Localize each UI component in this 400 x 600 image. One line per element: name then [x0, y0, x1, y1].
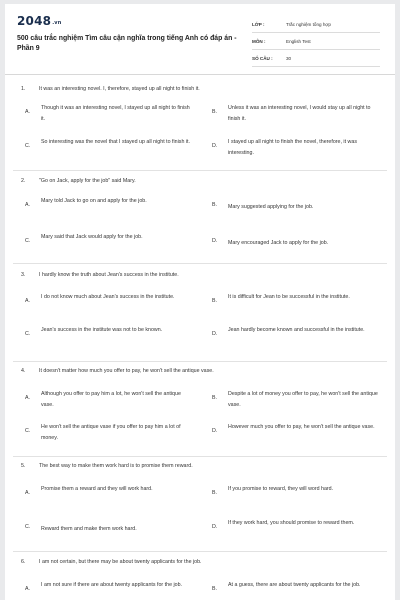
- document-header: [5, 4, 395, 74]
- question-divider: [13, 361, 387, 362]
- question-text: 3. I hardly know the truth about Jean's success in the institute.: [21, 272, 179, 278]
- meta-label: MÔN :: [252, 38, 266, 44]
- question-text: 1. It was an interesting novel. I, therefore, stayed up all night to finish it.: [21, 86, 200, 92]
- worksheet-page: 2048.vn 500 câu trắc nghiệm Tìm câu cận nghĩa trong tiếng Anh có đáp án - Phần 9 LỚP : Trắc nghiệm tổng hợp MÔN : English Test SỐ CÂU : 30 1. It was an interesting novel. I, therefore, stayed up all night to finish it. A. Though it was an interesting novel, I stayed up all night to finish it. B. Unless it was an interesting novel, I would stay up all night to finish it. C. So interesting was the novel that I stayed up all night to finish it. D. I stayed up all night to finish the novel, therefore, it was interesting. 2. "Go on Jack, apply for the job" said Mary. A. Mary told Jack to go on and apply for the job. B. Mary suggested applying for the job. C. Mary said that Jack would apply for the job. D. Mary encouraged Jack to apply for the job. 3. I hardly know the truth about Jean's success in the institute. A. I do not know much about Jean's success in the institute. B. It is difficult for Jean to be successful in the institute. C. Jean's success in the institute was not to be known. D. Jean hardly become known and successful in the institute. 4. It doesn't matter how much you offer to pay, he won't sell the antique vase. A. Although you offer to pay him a lot, he won't sell the antique vase. B. Despite a lot of money you offer to pay, he won't sell the antique vase. C. He won't sell the antique vase if you offer to pay him a lot of money. D. However much you offer to pay, he won't sell the antique vase. 5. The best way to make them work hard is to promise them reward. A. Promise them a reward and they will work hard. B. If you promise to reward, they will word hard. C. Reward them and make them work hard. D. If they work hard, you should promise to reward them. 6. I am not certain, but there may be about twenty applicants for the job. A. I am not sure if there are about twenty applicants for the job. B. At a guess, there are about twenty applicants for the job.: [5, 4, 395, 600]
- document-title: 500 câu trắc nghiệm Tìm câu cận nghĩa trong tiếng Anh có đáp án - Phần 9: [17, 35, 237, 52]
- meta-row-subject: [252, 33, 380, 50]
- question-text: 6. I am not certain, but there may be about twenty applicants for the job.: [21, 559, 202, 565]
- meta-value: English Test: [286, 38, 311, 44]
- meta-row-count: [252, 50, 380, 67]
- question-divider: [13, 456, 387, 457]
- meta-label: LỚP :: [252, 21, 265, 27]
- question-divider: [13, 551, 387, 552]
- meta-row-class: [252, 16, 380, 33]
- meta-label: SỐ CÂU :: [252, 55, 273, 61]
- question-divider: [13, 263, 387, 264]
- document-meta: [252, 16, 380, 67]
- question-text: 4. It doesn't matter how much you offer to pay, he won't sell the antique vase.: [21, 368, 214, 374]
- meta-value: Trắc nghiệm tổng hợp: [286, 21, 331, 27]
- header-divider: [5, 74, 395, 75]
- site-logo[interactable]: 2048.vn: [17, 14, 62, 28]
- meta-value: 30: [286, 55, 292, 61]
- question-text: 5. The best way to make them work hard is to promise them reward.: [21, 463, 193, 469]
- question-text: 2. "Go on Jack, apply for the job" said Mary.: [21, 178, 136, 184]
- question-divider: [13, 170, 387, 171]
